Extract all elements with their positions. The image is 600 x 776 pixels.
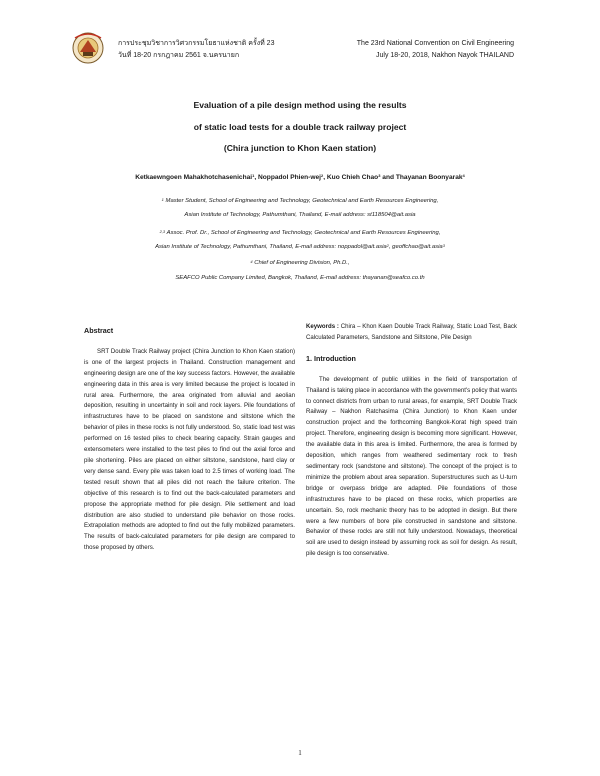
header-right-line2: July 18-20, 2018, Nakhon Nayok THAILAND [376, 52, 514, 59]
introduction-heading: 1. Introduction [306, 353, 356, 363]
affil-text: , geoffchao@ait.asia [388, 244, 443, 250]
keywords-label: Keywords : [306, 323, 339, 330]
header-left [118, 38, 274, 62]
introduction-text: The development of public utilities in the field of transportation of Thailand is taking place in accordance with the government's policy that wants to connect districts from urban to rural areas, for example, SRT Double Track Railway – Nakhon Ratchasima (Chira Junction) to Khon Kaen under construction project and the forthcoming Bangkok-Korat high speed train project. Therefore, engineering design is becoming more significant. However, the available data in this area is limited. Furthermore, the area is formed by deposition, which ranges from weathered sedimentary rock to fresh sedimentary rock (sandstone and siltstone). The concept of the project is to minimize the problem about area separation. Superstructures such as U-turn bridge or overpass bridge are adapted. Pile foundations of those infrastructures have to be placed on these rocks, which properties are uncertain. So, rock mechanic theory has to be adopted in design. But there were a few numbers of bore pile constructed in sandstone and siltstone. Behavior of these rocks are still not fully understood. Nowadays, theoretical soil are used to design instead by assuming rock as soil for design. As result, pile design is too conservative. [306, 375, 517, 558]
affiliation-23-line2: Asian Institute of Technology, Pathumthani, Thailand, E-mail address: noppadol@ait.asia$^2$, geoffchao@ait.asia$^3$ [155, 243, 445, 250]
affiliation-4-line1 [0, 260, 600, 266]
abstract-section [84, 326, 295, 554]
title-line3: (Chira junction to Khon Kaen station) [223, 143, 377, 153]
affil-text: Assoc. Prof. Dr., School of Engineering and Technology, Geotechnical and Earth Resources Engineering, [166, 230, 441, 236]
author-sup: 2 [321, 173, 324, 178]
author-name: Kuo Chieh Chao [326, 174, 379, 181]
header-left-line1: การประชุมวิชาการวิศวกรรมโยธาแห่งชาติ ครั้งที่ 23 [118, 40, 275, 47]
header-right [357, 38, 514, 62]
conference-logo [66, 30, 110, 66]
page-number: 1 [298, 749, 302, 757]
title-line1: Evaluation of a pile design method using the results [193, 100, 407, 110]
author-sup: 1 [252, 173, 255, 178]
affil-text: Chief of Engineering Division, Ph.D., [254, 260, 350, 266]
author-name: Thayanan Boonyarak [395, 174, 463, 181]
affiliation-4-line2: SEAFCO Public Company Limited, Bangkok, Thailand, E-mail address: thayanan@seafco.co.th [175, 275, 425, 281]
affil-sup: 4 [250, 259, 253, 264]
affiliation-23-line1 [0, 230, 600, 236]
right-column [306, 322, 517, 560]
author-name: Noppadol Phien-wej [258, 174, 322, 181]
keywords [306, 322, 517, 344]
author-sup: 4 [462, 173, 465, 178]
affil-sup: 1 [161, 197, 164, 202]
author-list: Ketkaewngoen Mahakhotchasenichai$^1$, Noppadol Phien-wej$^2$, Kuo Chieh Chao$^3$ and Thayanan Boonyarak$^4$ [135, 173, 465, 181]
header-right-line1: The 23rd National Convention on Civil Engineering [356, 40, 514, 47]
abstract-text: SRT Double Track Railway project (Chira Junction to Khon Kaen station) is one of the largest projects in Thailand. Construction management and engineering design are one of the key success factors. However, the available engineering data in this area is very limited because the project is located in rural area. Furthermore, the area originated from alluvial and aeolian deposition, resulting in uncertainty in soil and rock layers. Pile foundations of infrastructures have to be placed on sandstone and siltstone which the behavior of piles in these rocks is not fully understood. So, static load test was performed on 16 tested piles to check bearing capacity. Strain gauges and extensometers were installed to the test piles to find out the axial force and pile shortening. Piles are placed on either siltstone, sandstone, hard clay or very dense sand. Every pile was taken load to 2.5 times of working load. The tested result shown that all piles did not reach the failure criterion. The objective of this research is to find out the back-calculated parameters and propose the appropriate method for pile design. Pile settlement and load distribution are also studied to understand pile behavior on those rocks. Extrapolation methods are adopted to find out the fully mobilized parameters. The results of back-calculated parameters for pile design are compared to those proposed by others. [84, 347, 295, 552]
keywords-text: Chira – Khon Kaen Double Track Railway, Static Load Test, Back Calculated Parameters, Sandstone and Siltstone, Pile Design [306, 323, 517, 341]
header-left-line2: วันที่ 18-20 กรกฎาคม 2561 จ.นครนายก [118, 52, 240, 59]
affiliation-1-line1 [0, 198, 600, 204]
abstract-heading: Abstract [84, 326, 114, 335]
affiliation-1-line2: Asian Institute of Technology, Pathumthani, Thailand, E-mail address: st118504@ait.asia [184, 212, 416, 218]
author-name: Ketkaewngoen Mahakhotchasenichai [135, 174, 253, 181]
author-sup: 3 [378, 173, 381, 178]
affil-sup: 2,3 [159, 229, 166, 234]
title-line2: of static load tests for a double track railway project [193, 122, 407, 132]
affil-text: Asian Institute of Technology, Pathumthani, Thailand, E-mail address: noppadol@ait.asia [155, 244, 387, 250]
affil-text: Master Student, School of Engineering and Technology, Geotechnical and Earth Resources Engineering, [165, 198, 439, 204]
